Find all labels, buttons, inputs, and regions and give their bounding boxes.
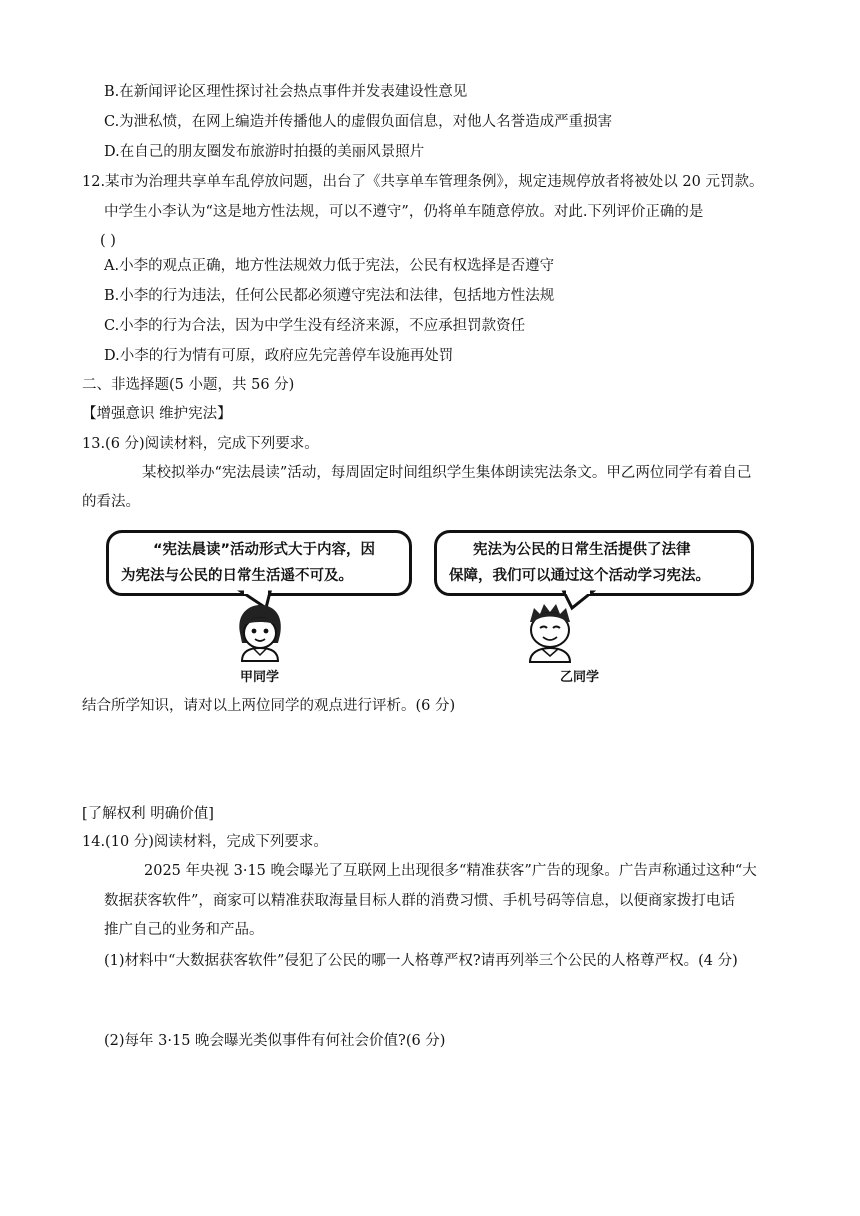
q12-stem-line1: 12.某市为治理共享单车乱停放问题，出台了《共享单车管理条例》，规定违规停放者将被处以 20 元罚款。 <box>82 174 764 190</box>
q14-material-line2: 数据获客软件”，商家可以精准获取海量目标人群的消费习惯、手机号码等信息，以便商家拨打电话 <box>104 893 735 909</box>
q11-option-c: C.为泄私愤，在网上编造并传播他人的虚假负面信息，对他人名誉造成严重损害 <box>104 114 613 130</box>
bubble-right-line2: 保障，我们可以通过这个活动学习宪法。 <box>449 568 710 584</box>
q11-option-b: B.在新闻评论区理性探讨社会热点事件并发表建设性意见 <box>104 84 468 100</box>
bubble-left-line1: “宪法晨读”活动形式大于内容，因 <box>153 542 376 558</box>
q13-question: 结合所学知识，请对以上两位同学的观点进行评析。(6 分) <box>82 698 456 714</box>
q14-sub2: (2)每年 3·15 晚会曝光类似事件有何社会价值?(6 分) <box>104 1033 446 1049</box>
student-b-label: 乙同学 <box>560 670 600 685</box>
q14-sub1: (1)材料中“大数据获客软件”侵犯了公民的哪一人格尊严权?请再列举三个公民的人格尊严权。(4 分) <box>104 953 738 969</box>
girl-figure-icon <box>232 603 288 661</box>
q14-stem: 14.(10 分)阅读材料，完成下列要求。 <box>82 834 328 850</box>
bubble-right-line1: 宪法为公民的日常生活提供了法律 <box>473 542 691 558</box>
speech-bubble-left <box>106 530 412 596</box>
q12-option-a: A.小李的观点正确，地方性法规效力低于宪法，公民有权选择是否遵守 <box>104 258 555 274</box>
speech-bubble-right <box>434 530 754 596</box>
part2-title: [了解权利 明确价值] <box>82 806 214 822</box>
q12-option-b: B.小李的行为违法，任何公民都必须遵守宪法和法律，包括地方性法规 <box>104 288 555 304</box>
q12-option-d: D.小李的行为情有可原，政府应先完善停车设施再处罚 <box>104 348 454 364</box>
q14-material-line1: 2025 年央视 3·15 晚会曝光了互联网上出现很多“精准获客”广告的现象。广告声称通过这种“大 <box>144 863 757 879</box>
student-a-label: 甲同学 <box>240 670 280 685</box>
q11-option-d: D.在自己的朋友圈发布旅游时拍摄的美丽风景照片 <box>104 144 425 160</box>
q13-material-line2: 的看法。 <box>82 494 140 510</box>
q13-material-line1: 某校拟举办“宪法晨读”活动，每周固定时间组织学生集体朗读宪法条文。甲乙两位同学有着自己 <box>142 465 752 481</box>
q12-stem-line2: 中学生小李认为“这是地方性法规，可以不遵守”，仍将单车随意停放。对此.下列评价正确的是 <box>104 204 704 220</box>
part1-title: 【增强意识 维护宪法】 <box>82 406 232 422</box>
bubble-left-line2: 为宪法与公民的日常生活遥不可及。 <box>121 568 353 584</box>
section2-heading: 二、非选择题(5 小题，共 56 分) <box>82 377 295 393</box>
boy-figure-icon <box>520 600 580 662</box>
q13-stem: 13.(6 分)阅读材料，完成下列要求。 <box>82 436 319 452</box>
q12-option-c: C.小李的行为合法，因为中学生没有经济来源，不应承担罚款资任 <box>104 318 526 334</box>
q12-answer-blank: ( ) <box>100 233 116 249</box>
q14-material-line3: 推广自己的业务和产品。 <box>104 922 264 938</box>
